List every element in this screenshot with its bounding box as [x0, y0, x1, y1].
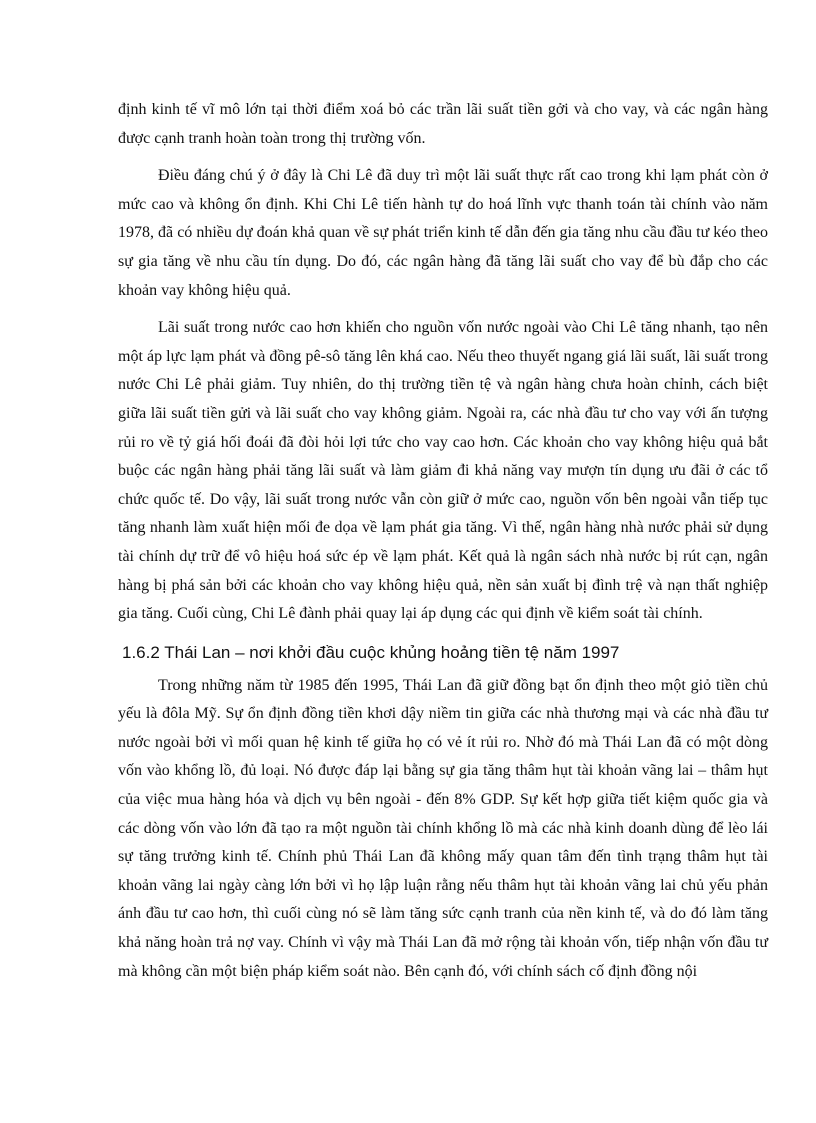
paragraph-continuation: định kinh tế vĩ mô lớn tại thời điểm xoá bỏ các trần lãi suất tiền gởi và cho vay, và các ngân hàng được cạnh tranh hoàn toàn trong thị trường vốn. — [118, 101, 768, 147]
paragraph-chile-real-interest: Điều đáng chú ý ở đây là Chi Lê đã duy trì một lãi suất thực rất cao trong khi lạm phát còn ở mức cao và không ổn định. Khi Chi Lê tiến hành tự do hoá lĩnh vực thanh toán tài chính vào năm 1978, đã có nhiều dự đoán khả quan về sự phát triển kinh tế dẫn đến gia tăng nhu cầu đầu tư kéo theo sự gia tăng về nhu cầu tín dụng. Do đó, các ngân hàng đã tăng lãi suất cho vay để bù đắp cho các khoản vay không hiệu quả. — [118, 167, 768, 299]
paragraph-chile-capital-inflow: Lãi suất trong nước cao hơn khiến cho nguồn vốn nước ngoài vào Chi Lê tăng nhanh, tạo nên một áp lực lạm phát và đồng pê-sô tăng lên khá cao. Nếu theo thuyết ngang giá lãi suất, lãi suất trong nước Chi Lê phải giảm. Tuy nhiên, do thị trường tiền tệ và ngân hàng chưa hoàn chỉnh, cách biệt giữa lãi suất tiền gửi và lãi suất cho vay không giảm. Ngoài ra, các nhà đầu tư cho vay với ấn tượng rủi ro về tỷ giá hối đoái đã đòi hỏi lợi tức cho vay cao hơn. Các khoản cho vay không hiệu quả bắt buộc các ngân hàng phải tăng lãi suất và làm giảm đi khả năng vay mượn tín dụng ưu đãi ở các tổ chức quốc tế. Do vậy, lãi suất trong nước vẫn còn giữ ở mức cao, nguồn vốn bên ngoài vẫn tiếp tục tăng nhanh làm xuất hiện mối đe dọa về lạm phát gia tăng. Vì thế, ngân hàng nhà nước phải sử dụng tài chính dự trữ để vô hiệu hoá sức ép về lạm phát. Kết quả là ngân sách nhà nước bị rút cạn, ngân hàng bị phá sản bởi các khoản cho vay không hiệu quả, nền sản xuất bị đình trệ và nạn thất nghiệp gia tăng. Cuối cùng, Chi Lê đành phải quay lại áp dụng các qui định về kiểm soát tài chính. — [118, 319, 768, 623]
document-body — [118, 96, 768, 995]
section-heading: 1.6.2 Thái Lan – nơi khởi đầu cuộc khủng hoảng tiền tệ năm 1997 — [122, 642, 620, 662]
paragraph-thailand: Trong những năm từ 1985 đến 1995, Thái Lan đã giữ đồng bạt ổn định theo một giỏ tiền chủ yếu là đôla Mỹ. Sự ổn định đồng tiền khơi dậy niềm tin giữa các nhà thương mại và các nhà đầu tư nước ngoài bởi vì mối quan hệ kinh tế giữa họ có vẻ ít rủi ro. Nhờ đó mà Thái Lan đã có một dòng vốn vào khổng lồ, đủ loại. Nó được đáp lại bằng sự gia tăng thâm hụt tài khoản vãng lai – thâm hụt của việc mua hàng hóa và dịch vụ bên ngoài - đến 8% GDP. Sự kết hợp giữa tiết kiệm quốc gia và các dòng vốn vào lớn đã tạo ra một nguồn tài chính khổng lồ mà các nhà kinh doanh dùng để lèo lái sự tăng trưởng kinh tế. Chính phủ Thái Lan đã không mấy quan tâm đến tình trạng thâm hụt tài khoản vãng lai ngày càng lớn bởi vì họ lập luận rằng nếu thâm hụt tài khoản vãng lai chủ yếu phản ánh đầu tư cao hơn, thì cuối cùng nó sẽ làm tăng sức cạnh tranh của nền kinh tế, và do đó làm tăng khả năng hoàn trả nợ vay. Chính vì vậy mà Thái Lan đã mở rộng tài khoản vốn, tiếp nhận vốn đầu tư mà không cần một biện pháp kiểm soát nào. Bên cạnh đó, với chính sách cố định đồng nội — [118, 676, 768, 980]
